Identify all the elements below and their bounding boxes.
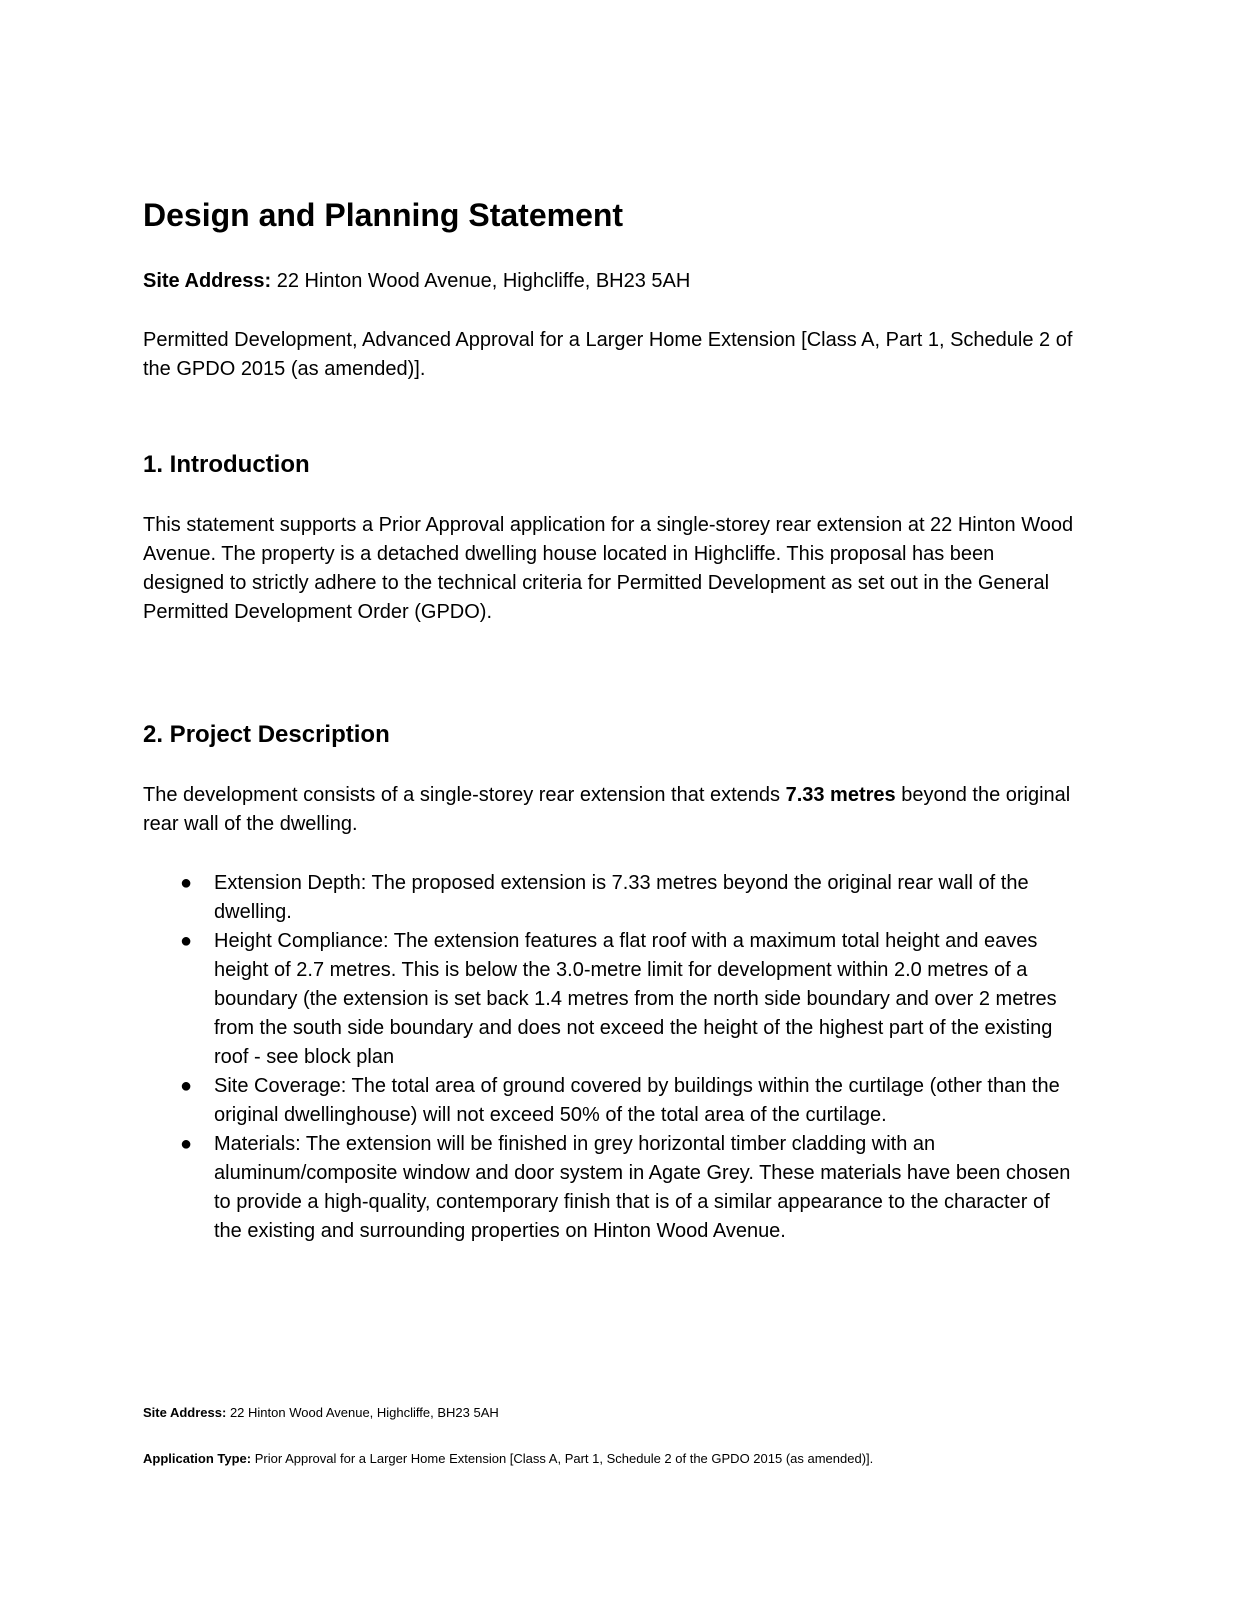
introduction-paragraph: This statement supports a Prior Approval application for a single-storey rear extension at 22 Hinton Wood Avenue. The property is a detached dwelling house located in Highcliffe. This proposal has been designed to strictly adhere to the technical criteria for Permitted Development as set out in the General Permitted Development Order (GPDO). [143,514,1074,623]
permitted-development-line: Permitted Development, Advanced Approval for a Larger Home Extension [Class A, Part 1, Schedule 2 of the GPDO 2015 (as amended)]. [143,329,1073,380]
bullet-point-icon: ● [179,1133,193,1155]
bullet-extension-depth [143,869,1078,927]
project-paragraph-text-start: The development consists of a single-storey rear extension that extends [143,784,786,806]
footer-application-type-label: Application Type: [143,1451,252,1466]
footer-site-address [143,1404,499,1422]
bullet-materials [143,1130,1078,1246]
bullet-text: Site Coverage: The total area of ground covered by buildings within the curtilage (other than the original dwellinghouse) will not exceed 50% of the total area of the curtilage. [214,1075,1060,1126]
project-description-paragraph [143,781,1078,839]
document-title: Design and Planning Statement [143,197,624,233]
bullet-height-compliance [143,927,1078,1072]
footer-application-type [143,1450,873,1468]
bullet-point-icon: ● [179,1075,193,1097]
site-address-value: 22 Hinton Wood Avenue, Highcliffe, BH23 5AH [271,270,691,292]
bullet-point-icon: ● [179,872,193,894]
project-paragraph-bold-depth: 7.33 metres [785,784,896,806]
project-description-heading: 2. Project Description [143,721,390,748]
document-page [143,0,1078,1600]
bullet-site-coverage [143,1072,1078,1130]
bullet-text: Materials: The extension will be finished in grey horizontal timber cladding with an aluminum/composite window and door system in Agate Grey. These materials have been chosen to provide a high-quality, contemporary finish that is of a similar appearance to the character of the existing and surrounding properties on Hinton Wood Avenue. [214,1133,1071,1242]
bullet-text: Extension Depth: The proposed extension is 7.33 metres beyond the original rear wall of the dwelling. [214,872,1029,923]
project-paragraph-text-end: beyond the original rear wall of the dwelling. [143,784,1071,835]
site-address-line [143,267,1078,296]
bullet-text: Height Compliance: The extension features a flat roof with a maximum total height and eaves height of 2.7 metres. This is below the 3.0-metre limit for development within 2.0 metres of a boundary (the extension is set back 1.4 metres from the north side boundary and over 2 metres from the south side boundary and does not exceed the height of the highest part of the existing roof - see block plan [214,930,1057,1068]
introduction-heading: 1. Introduction [143,451,310,478]
footer-site-address-value: 22 Hinton Wood Avenue, Highcliffe, BH23 5AH [226,1405,499,1420]
site-address-label: Site Address: [143,270,272,292]
bullet-point-icon: ● [179,930,193,952]
project-bullet-list [143,869,1078,1246]
footer-application-type-value: Prior Approval for a Larger Home Extension [Class A, Part 1, Schedule 2 of the GPDO 2015 (as amended)]. [251,1451,874,1466]
footer-site-address-label: Site Address: [143,1405,227,1420]
